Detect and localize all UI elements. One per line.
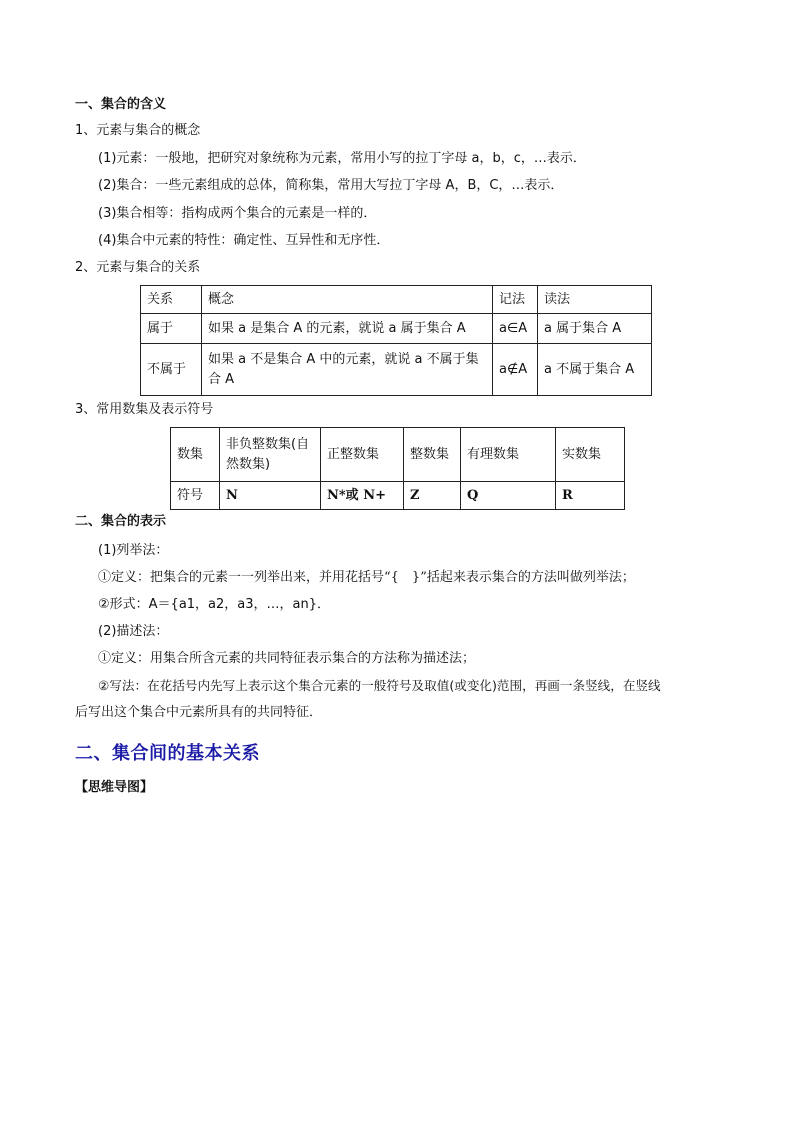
- cell-concept: 如果 a 是集合 A 的元素，就说 a 属于集合 A: [202, 314, 493, 344]
- header-rationals: 有理数集: [461, 428, 556, 482]
- cell-reading: a 不属于集合 A: [538, 344, 652, 396]
- cell-notation: a∈A: [493, 314, 538, 344]
- header-natural-numbers: 非负整数集(自然数集): [220, 428, 321, 482]
- list-method-form: ②形式：A＝{a1，a2，a3，…，an}．: [98, 597, 331, 612]
- symbol-rational: Q: [461, 482, 556, 510]
- description-method-title: (2)描述法：: [98, 624, 169, 639]
- header-notation: 记法: [493, 286, 538, 314]
- item-set: (2)集合：一些元素组成的总体，简称集，常用大写拉丁字母 A，B，C，…表示．: [98, 178, 564, 193]
- subheading-number-sets: 3、常用数集及表示符号: [75, 402, 214, 417]
- row-label-symbol: 符号: [171, 482, 220, 510]
- item-element-properties: (4)集合中元素的特性：确定性、互异性和无序性．: [98, 233, 390, 248]
- header-reading: 读法: [538, 286, 652, 314]
- header-positive-integers: 正整数集: [321, 428, 404, 482]
- table-row: [171, 482, 625, 510]
- mindmap-label: 【思维导图】: [75, 780, 154, 795]
- list-method-title: (1)列举法：: [98, 543, 169, 558]
- table-row: [141, 344, 652, 396]
- cell-reading: a 属于集合 A: [538, 314, 652, 344]
- description-method-writing: ②写法：在花括号内先写上表示这个集合元素的一般符号及取值(或变化)范围，再画一条竖线，在竖线: [98, 678, 661, 693]
- description-method-definition: ①定义：用集合所含元素的共同特征表示集合的方法称为描述法；: [98, 651, 476, 666]
- cell-relation: 属于: [141, 314, 202, 344]
- symbol-natural: N: [220, 482, 321, 510]
- header-integers: 整数集: [404, 428, 461, 482]
- symbol-real: R: [556, 482, 625, 510]
- subheading-element-set-concept: 1、元素与集合的概念: [75, 123, 201, 138]
- symbol-integer: Z: [404, 482, 461, 510]
- section-heading-basic-relations: 二、集合间的基本关系: [75, 743, 260, 764]
- list-method-definition: ①定义：把集合的元素一一列举出来，并用花括号“{ }”括起来表示集合的方法叫做列举法；: [98, 570, 635, 585]
- header-reals: 实数集: [556, 428, 625, 482]
- cell-notation: a∉A: [493, 344, 538, 396]
- item-set-equality: (3)集合相等：指构成两个集合的元素是一样的．: [98, 206, 377, 221]
- description-method-writing-cont: 后写出这个集合中元素所具有的共同特征．: [75, 705, 323, 720]
- cell-relation: 不属于: [141, 344, 202, 396]
- section-heading-meaning: 一、集合的含义: [75, 97, 167, 112]
- cell-concept: 如果 a 不是集合 A 中的元素，就说 a 不属于集合 A: [202, 344, 493, 396]
- header-concept: 概念: [202, 286, 493, 314]
- row-label-number-set: 数集: [171, 428, 220, 482]
- relation-table: [140, 285, 652, 396]
- item-element: (1)元素：一般地，把研究对象统称为元素，常用小写的拉丁字母 a，b，c，…表示．: [98, 151, 586, 166]
- symbol-positive-integer: N*或 N+: [321, 482, 404, 510]
- section-heading-representation: 二、集合的表示: [75, 514, 167, 529]
- table-row: [141, 314, 652, 344]
- subheading-element-set-relation: 2、元素与集合的关系: [75, 260, 201, 275]
- table-header-row: [141, 286, 652, 314]
- table-header-row: [171, 428, 625, 482]
- header-relation: 关系: [141, 286, 202, 314]
- number-set-table: [170, 427, 625, 510]
